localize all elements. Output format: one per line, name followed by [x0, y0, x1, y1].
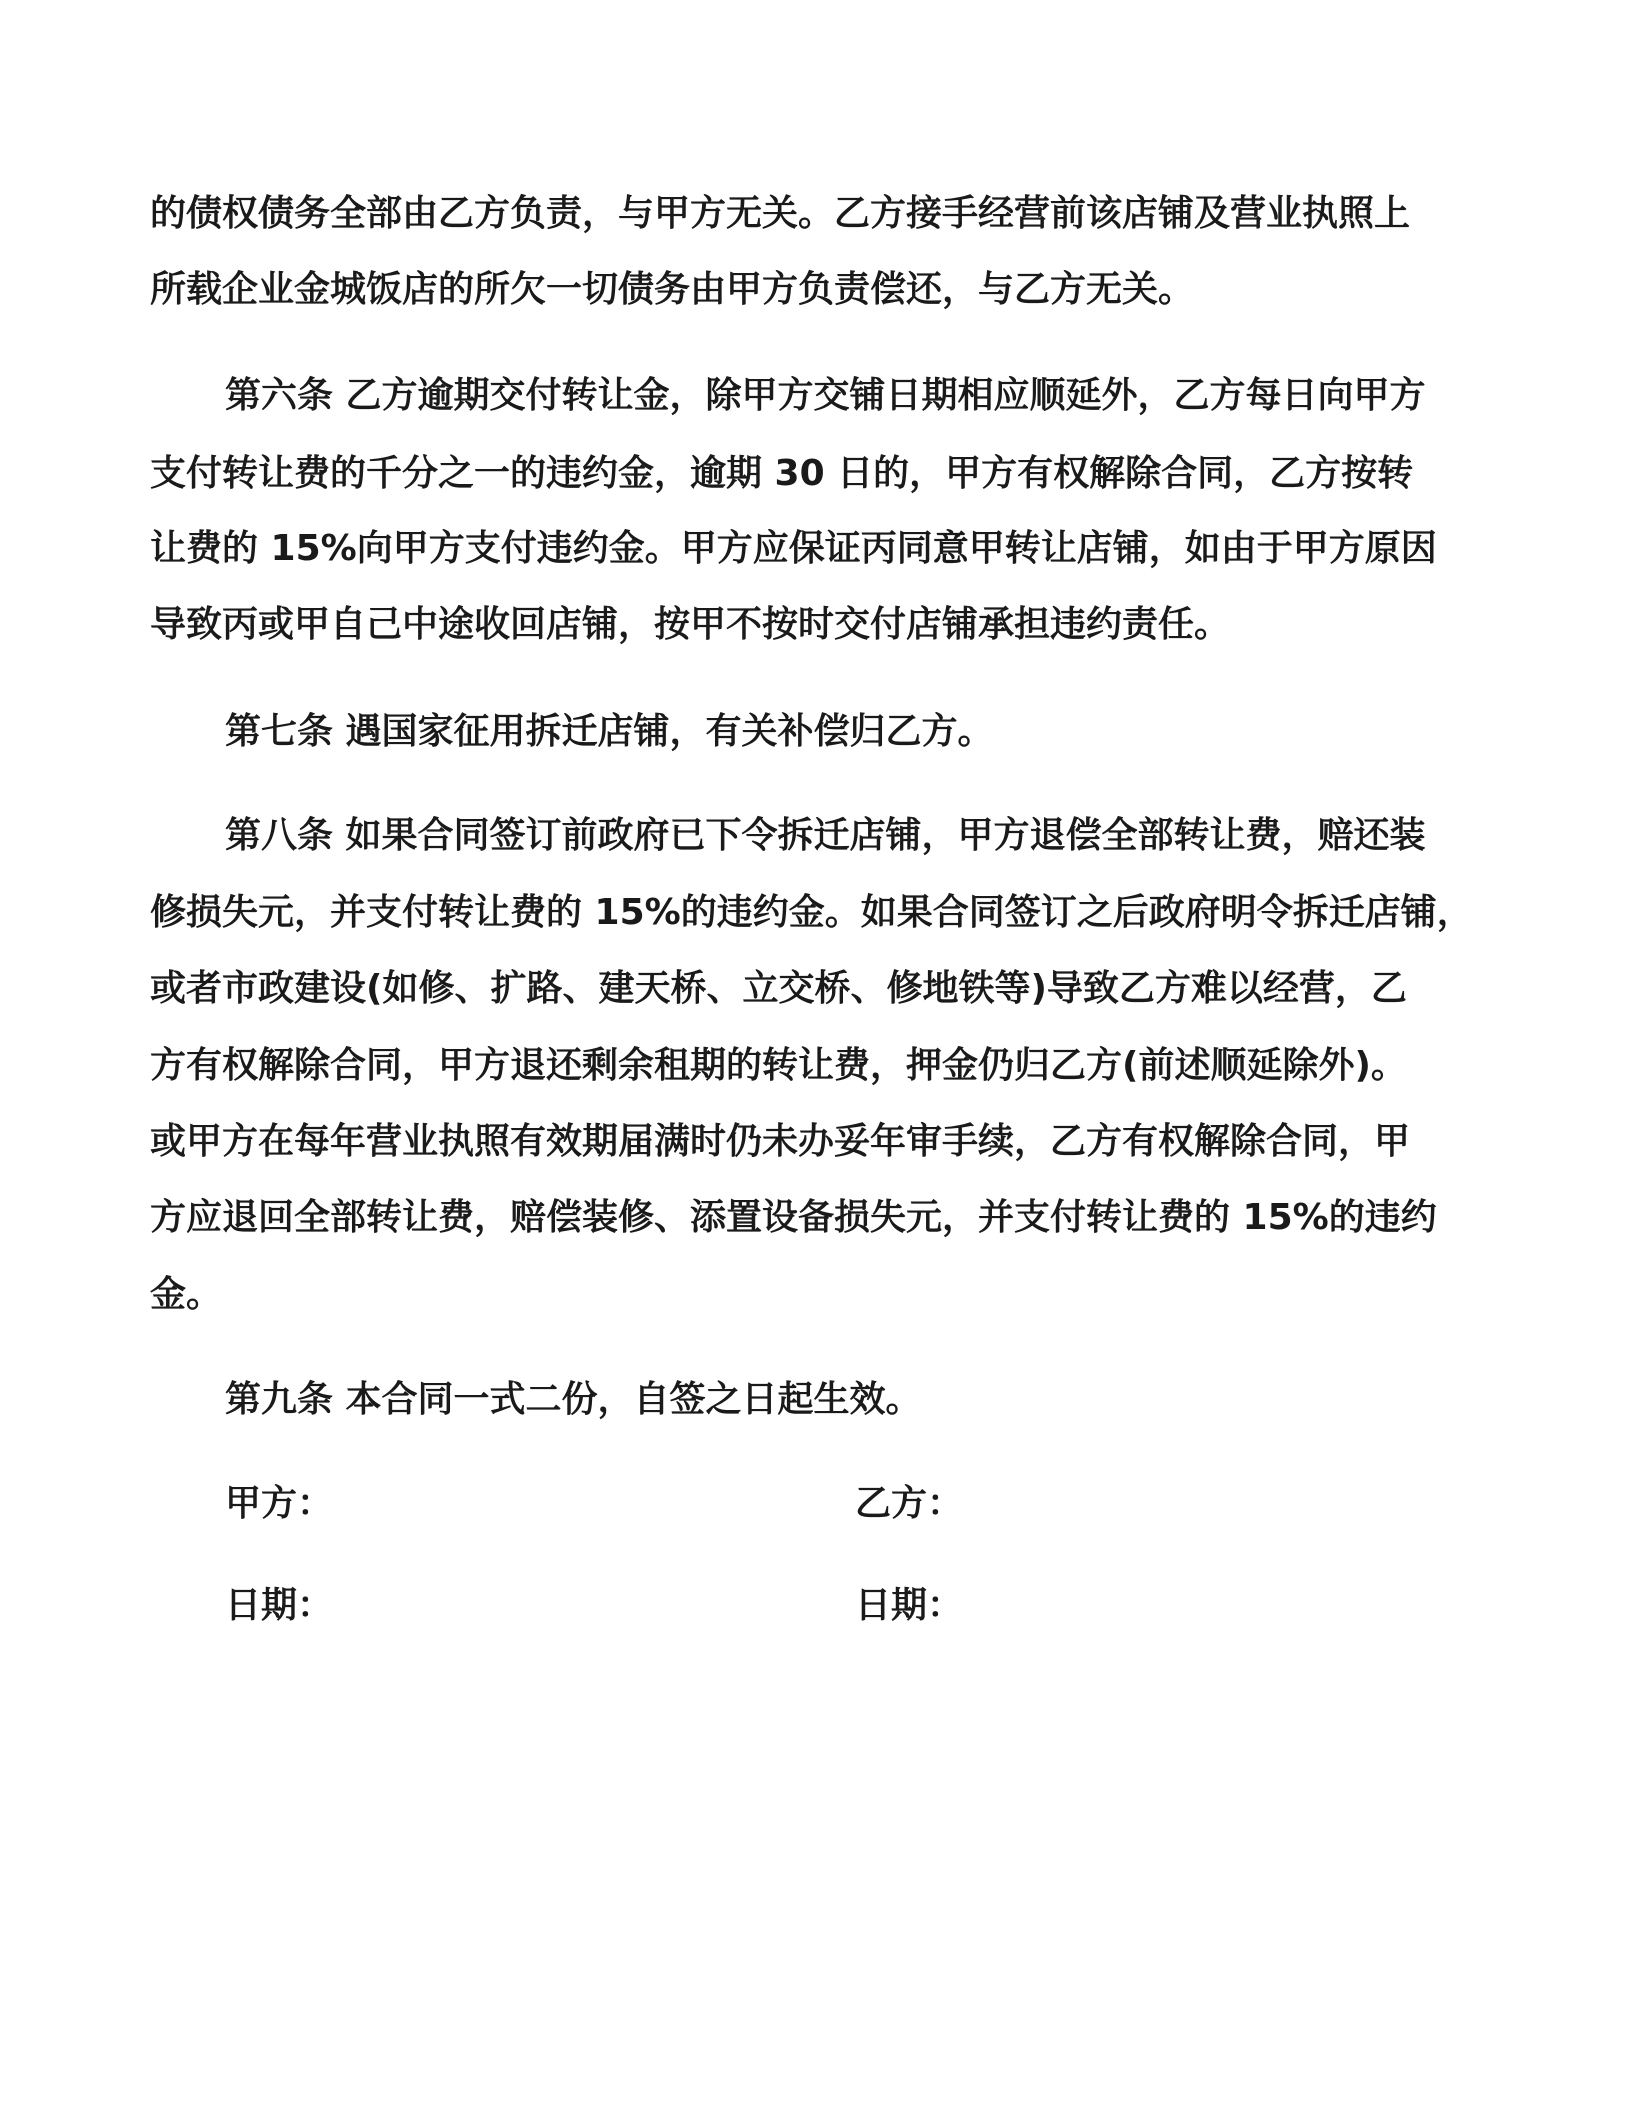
article-7-line: 第七条 遇国家征用拆迁店铺，有关补偿归乙方。 [225, 711, 994, 752]
paragraph-line: 的债权债务全部由乙方负责，与甲方无关。乙方接手经营前该店铺及营业执照上 [150, 193, 1411, 234]
article-6-line: 第六条 乙方逾期交付转让金，除甲方交铺日期相应顺延外，乙方每日向甲方 [225, 375, 1426, 416]
party-a-label: 甲方： [225, 1483, 334, 1524]
article-8-line: 或者市政建设(如修、扩路、建天桥、立交桥、修地铁等)导致乙方难以经营，乙 [150, 968, 1407, 1009]
article-8-line: 第八条 如果合同签订前政府已下令拆迁店铺，甲方退偿全部转让费，赔还装 [225, 815, 1426, 856]
article-8-line: 金。 [150, 1274, 223, 1315]
paragraph-line: 所载企业金城饭店的所欠一切债务由甲方负责偿还，与乙方无关。 [150, 269, 1195, 310]
article-6-line: 让费的 15%向甲方支付违约金。甲方应保证丙同意甲转让店铺，如由于甲方原因 [150, 528, 1437, 569]
article-9-line: 第九条 本合同一式二份，自签之日起生效。 [225, 1379, 922, 1420]
article-6-line: 支付转让费的千分之一的违约金，逾期 30 日的，甲方有权解除合同，乙方按转 [150, 453, 1414, 494]
party-b-label: 乙方： [855, 1483, 964, 1524]
article-8-line: 修损失元，并支付转让费的 15%的违约金。如果合同签订之后政府明令拆迁店铺， [150, 892, 1473, 933]
article-8-line: 方应退回全部转让费，赔偿装修、添置设备损失元，并支付转让费的 15%的违约 [150, 1197, 1437, 1238]
article-6-line: 导致丙或甲自己中途收回店铺，按甲不按时交付店铺承担违约责任。 [150, 604, 1231, 645]
date-b-label: 日期： [855, 1585, 964, 1626]
article-8-line: 方有权解除合同，甲方退还剩余租期的转让费，押金仍归乙方(前述顺延除外)。 [150, 1045, 1407, 1086]
date-a-label: 日期： [225, 1585, 334, 1626]
article-8-line: 或甲方在每年营业执照有效期届满时仍未办妥年审手续，乙方有权解除合同，甲 [150, 1121, 1411, 1162]
